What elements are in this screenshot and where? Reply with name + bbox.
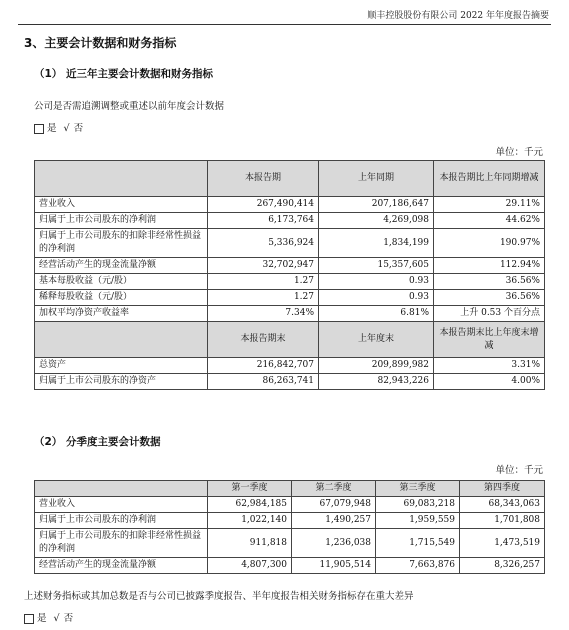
cell-value: 4.00% <box>434 374 545 390</box>
header-cell: 上年度末 <box>319 322 434 358</box>
checkbox-yes[interactable] <box>34 124 44 134</box>
cell-value: 上升 0.53 个百分点 <box>434 306 545 322</box>
choice-no-label: 否 <box>73 123 84 134</box>
cell-value: 3.31% <box>434 358 545 374</box>
table-row <box>35 497 545 513</box>
table-row <box>35 274 545 290</box>
header-cell: 本报告期末 <box>208 322 319 358</box>
row-label: 营业收入 <box>35 497 208 513</box>
table-row <box>35 258 545 274</box>
header-cell: 第三季度 <box>376 481 460 497</box>
quarterly-data-table <box>34 480 545 574</box>
cell-value: 6,173,764 <box>208 213 319 229</box>
restatement-question: 公司是否需追溯调整或重述以前年度会计数据 <box>34 101 225 112</box>
table-subheader-row <box>35 322 545 358</box>
header-cell <box>35 161 208 197</box>
row-label: 归属于上市公司股东的扣除非经常性损益的净利润 <box>35 529 208 558</box>
table-row <box>35 513 545 529</box>
unit-label-2: 单位：千元 <box>495 465 543 476</box>
cell-value: 1,490,257 <box>292 513 376 529</box>
header-cell <box>35 481 208 497</box>
header-cell: 本报告期 <box>208 161 319 197</box>
section-title: 3、主要会计数据和财务指标 <box>24 36 177 50</box>
cell-value: 209,899,982 <box>319 358 434 374</box>
row-label: 归属于上市公司股东的净利润 <box>35 513 208 529</box>
cell-value: 1,022,140 <box>208 513 292 529</box>
table-row <box>35 558 545 574</box>
cell-value: 4,807,300 <box>208 558 292 574</box>
cell-value: 1.27 <box>208 274 319 290</box>
cell-value: 7,663,876 <box>376 558 460 574</box>
cell-value: 6.81% <box>319 306 434 322</box>
row-label: 稀释每股收益（元/股） <box>35 290 208 306</box>
cell-value: 190.97% <box>434 229 545 258</box>
table-row <box>35 213 545 229</box>
unit-label-1: 单位：千元 <box>495 147 543 158</box>
header-cell: 第一季度 <box>208 481 292 497</box>
row-label: 经营活动产生的现金流量净额 <box>35 558 208 574</box>
table-row <box>35 529 545 558</box>
table-row <box>35 197 545 213</box>
header-cell: 本报告期比上年同期增减 <box>434 161 545 197</box>
cell-value: 1.27 <box>208 290 319 306</box>
cell-value: 11,905,514 <box>292 558 376 574</box>
cell-value: 36.56% <box>434 290 545 306</box>
header-cell: 第二季度 <box>292 481 376 497</box>
cell-value: 86,263,741 <box>208 374 319 390</box>
cell-value: 68,343,063 <box>460 497 545 513</box>
table-row <box>35 306 545 322</box>
cell-value: 1,834,199 <box>319 229 434 258</box>
cell-value: 911,818 <box>208 529 292 558</box>
choice-no-label: 否 <box>63 613 74 624</box>
checkbox-yes[interactable] <box>24 614 34 624</box>
row-label: 归属于上市公司股东的净资产 <box>35 374 208 390</box>
row-label: 经营活动产生的现金流量净额 <box>35 258 208 274</box>
discrepancy-note: 上述财务指标或其加总数是否与公司已披露季度报告、半年度报告相关财务指标存在重大差异 <box>24 591 414 602</box>
cell-value: 267,490,414 <box>208 197 319 213</box>
cell-value: 1,473,519 <box>460 529 545 558</box>
check-mark: √ <box>63 123 70 134</box>
discrepancy-choice <box>24 610 73 624</box>
table-row <box>35 358 545 374</box>
header-cell <box>35 322 208 358</box>
choice-yes-label: 是 <box>37 613 47 624</box>
cell-value: 1,701,808 <box>460 513 545 529</box>
table-row <box>35 290 545 306</box>
table-row <box>35 229 545 258</box>
annual-data-table <box>34 160 545 390</box>
check-mark: √ <box>53 613 60 624</box>
part1-title: （1） 近三年主要会计数据和财务指标 <box>34 68 213 80</box>
cell-value: 67,079,948 <box>292 497 376 513</box>
cell-value: 112.94% <box>434 258 545 274</box>
cell-value: 1,959,559 <box>376 513 460 529</box>
cell-value: 15,357,605 <box>319 258 434 274</box>
row-label: 总资产 <box>35 358 208 374</box>
row-label: 营业收入 <box>35 197 208 213</box>
table-header-row <box>35 481 545 497</box>
cell-value: 8,326,257 <box>460 558 545 574</box>
row-label: 基本每股收益（元/股） <box>35 274 208 290</box>
cell-value: 62,984,185 <box>208 497 292 513</box>
header-cell: 本报告期末比上年度末增减 <box>434 322 545 358</box>
row-label: 归属于上市公司股东的净利润 <box>35 213 208 229</box>
choice-yes-label: 是 <box>47 123 57 134</box>
cell-value: 82,943,226 <box>319 374 434 390</box>
part2-title: （2） 分季度主要会计数据 <box>34 436 161 448</box>
cell-value: 1,715,549 <box>376 529 460 558</box>
row-label: 归属于上市公司股东的扣除非经常性损益的净利润 <box>35 229 208 258</box>
table-row <box>35 374 545 390</box>
header-divider <box>18 24 551 25</box>
cell-value: 7.34% <box>208 306 319 322</box>
cell-value: 69,083,218 <box>376 497 460 513</box>
restatement-choice <box>34 120 83 134</box>
cell-value: 1,236,038 <box>292 529 376 558</box>
cell-value: 5,336,924 <box>208 229 319 258</box>
cell-value: 0.93 <box>319 274 434 290</box>
row-label: 加权平均净资产收益率 <box>35 306 208 322</box>
header-cell: 上年同期 <box>319 161 434 197</box>
cell-value: 4,269,098 <box>319 213 434 229</box>
header-cell: 第四季度 <box>460 481 545 497</box>
cell-value: 36.56% <box>434 274 545 290</box>
cell-value: 29.11% <box>434 197 545 213</box>
cell-value: 44.62% <box>434 213 545 229</box>
cell-value: 0.93 <box>319 290 434 306</box>
cell-value: 216,842,707 <box>208 358 319 374</box>
cell-value: 207,186,647 <box>319 197 434 213</box>
document-header: 顺丰控股股份有限公司 2022 年年度报告摘要 <box>367 11 549 21</box>
table-header-row <box>35 161 545 197</box>
cell-value: 32,702,947 <box>208 258 319 274</box>
